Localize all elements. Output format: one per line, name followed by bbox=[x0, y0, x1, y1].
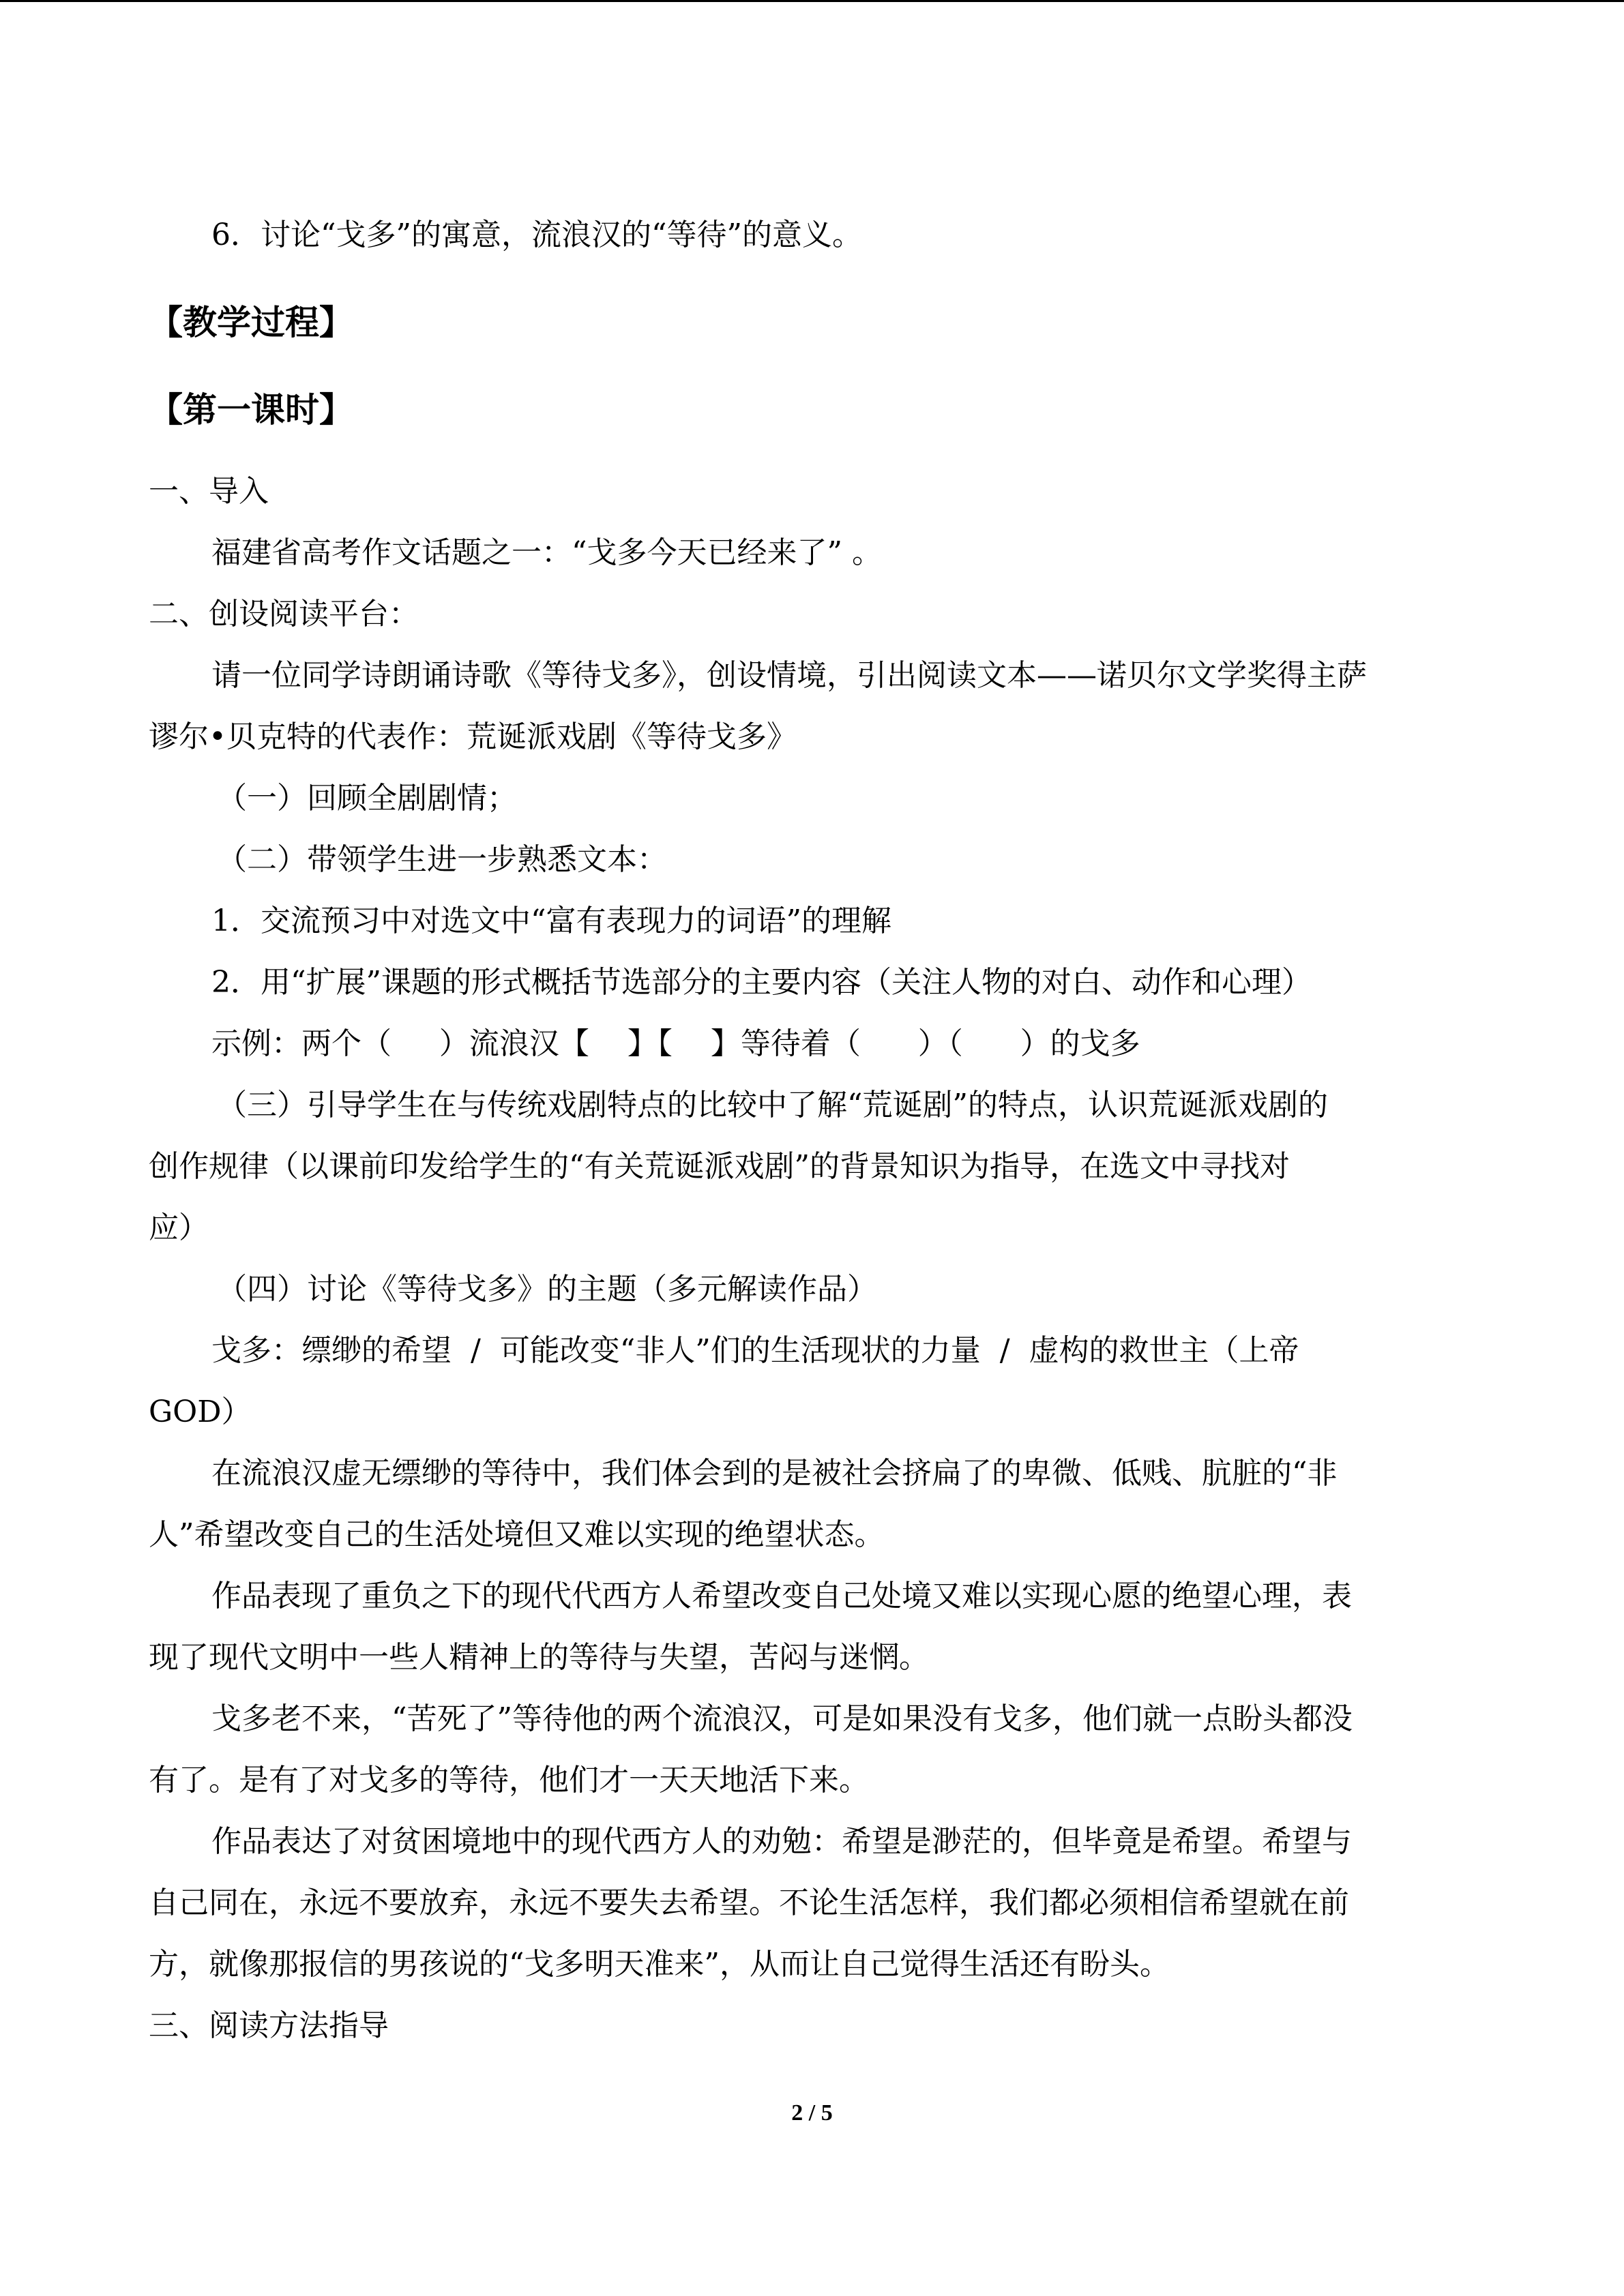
sub-item-4: （四）讨论《等待戈多》的主题（多元解读作品） bbox=[217, 1272, 877, 1307]
paragraph-continuation: 谬尔•贝克特的代表作：荒诞派戏剧《等待戈多》 bbox=[149, 719, 797, 754]
paragraph: 在流浪汉虚无缥缈的等待中，我们体会到的是被社会挤扁了的卑微、低贱、肮脏的“非 bbox=[211, 1456, 1338, 1491]
section-heading-teaching-process: 【教学过程】 bbox=[149, 303, 353, 342]
paragraph-continuation: 方，就像那报信的男孩说的“戈多明天准来”，从而让自己觉得生活还有盼头。 bbox=[149, 1947, 1170, 1982]
part-2-title: 二、创设阅读平台： bbox=[149, 597, 419, 631]
section-heading-first-lesson: 【第一课时】 bbox=[149, 390, 353, 430]
paragraph: 作品表现了重负之下的现代代西方人希望改变自己处境又难以实现心愿的绝望心理，表 bbox=[211, 1579, 1352, 1613]
paragraph: 福建省高考作文话题之一：“戈多今天已经来了” 。 bbox=[211, 535, 882, 570]
example-fill-blank: 示例：两个（ ）流浪汉【 】【 】等待着（ ）（ ）的戈多 bbox=[211, 1026, 1140, 1061]
paragraph-continuation: GOD） bbox=[149, 1395, 252, 1429]
paragraph-continuation: 现了现代文明中一些人精神上的等待与失望，苦闷与迷惘。 bbox=[149, 1640, 929, 1675]
paragraph: 戈多：缥缈的希望 / 可能改变“非人”们的生活现状的力量 / 虚构的救世主（上帝 bbox=[211, 1333, 1299, 1368]
paragraph-continuation: 有了。是有了对戈多的等待，他们才一天天地活下来。 bbox=[149, 1763, 869, 1798]
paragraph: 作品表达了对贫困境地中的现代西方人的劝勉：希望是渺茫的，但毕竟是希望。希望与 bbox=[211, 1824, 1352, 1859]
numbered-item-2: 2．用“扩展”课题的形式概括节选部分的主要内容（关注人物的对白、动作和心理） bbox=[211, 965, 1312, 1000]
objective-6: 6．讨论“戈多”的寓意，流浪汉的“等待”的意义。 bbox=[211, 218, 862, 252]
part-1-title: 一、导入 bbox=[149, 474, 269, 509]
sub-item-3: （三）引导学生在与传统戏剧特点的比较中了解“荒诞剧”的特点，认识荒诞派戏剧的 bbox=[217, 1088, 1328, 1122]
page-number: 2 / 5 bbox=[791, 2100, 833, 2126]
sub-item-1: （一）回顾全剧剧情； bbox=[217, 781, 517, 816]
paragraph: 请一位同学诗朗诵诗歌《等待戈多》，创设情境，引出阅读文本——诺贝尔文学奖得主萨 bbox=[211, 658, 1367, 693]
paragraph: 戈多老不来，“苦死了”等待他的两个流浪汉，可是如果没有戈多，他们就一点盼头都没 bbox=[211, 1701, 1353, 1736]
top-border-line bbox=[0, 0, 1624, 2]
paragraph-continuation: 人”希望改变自己的生活处境但又难以实现的绝望状态。 bbox=[149, 1517, 885, 1552]
sub-item-2: （二）带领学生进一步熟悉文本： bbox=[217, 842, 667, 877]
paragraph-continuation: 创作规律（以课前印发给学生的“有关荒诞派戏剧”的背景知识为指导，在选文中寻找对 bbox=[149, 1149, 1290, 1184]
part-3-title: 三、阅读方法指导 bbox=[149, 2008, 389, 2043]
paragraph-continuation: 应） bbox=[149, 1210, 209, 1245]
numbered-item-1: 1．交流预习中对选文中“富有表现力的词语”的理解 bbox=[211, 904, 891, 938]
paragraph-continuation: 自己同在，永远不要放弃，永远不要失去希望。不论生活怎样，我们都必须相信希望就在前 bbox=[149, 1885, 1349, 1920]
